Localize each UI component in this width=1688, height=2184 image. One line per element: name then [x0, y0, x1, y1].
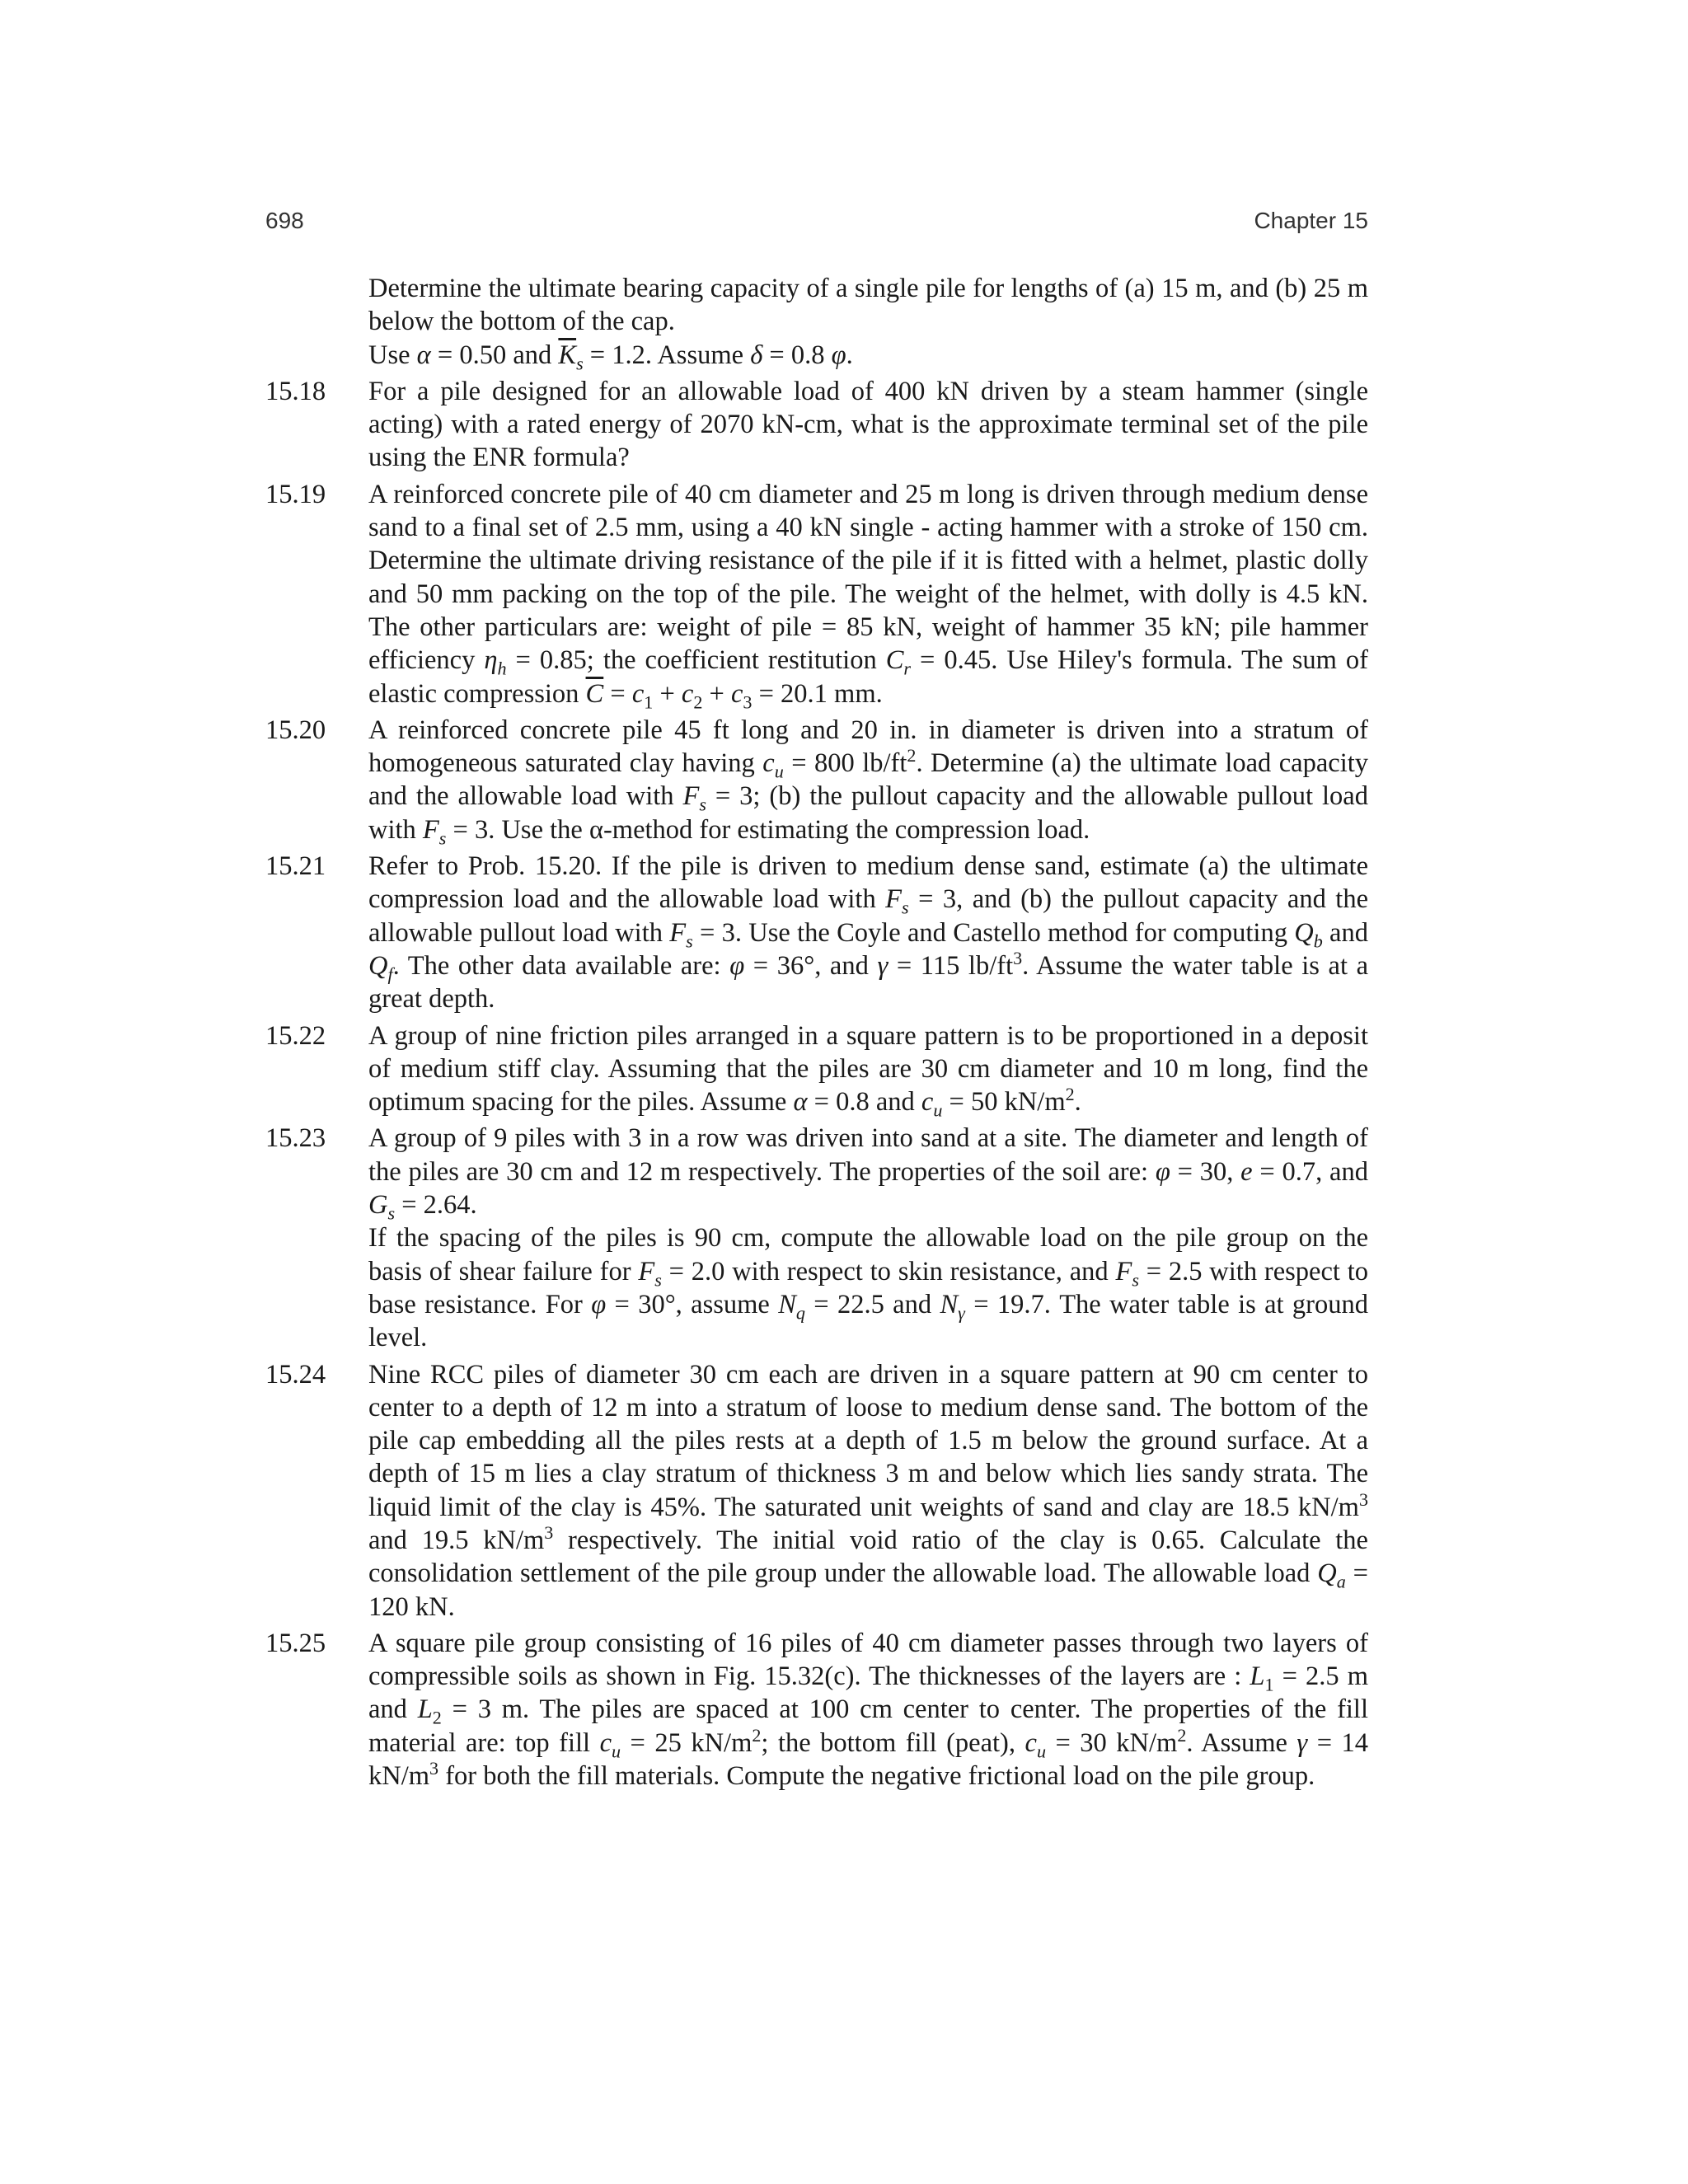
problem-text: Nine RCC piles of diameter 30 cm each are driven in a square pattern at 90 cm center to center to a depth of 12 m into a stratum of loose to medium dense sand. The bottom of the pile cap embedding all the piles rests at a depth of 1.5 m below the ground surface. At a depth of 15 m lies a clay stratum of thickness 3 m and below which lies sandy strata. The liquid limit of the clay is 45%. The saturated unit weights of sand and clay are 18.5 $kN/m^3$ and 19.5 $kN/m^3$ respectively. The initial void ratio of the clay is 0.65. Calculate the consolidation settlement of the pile group under the allowable load. The allowable load $Q_a = 120$ kN. — [368, 1359, 1368, 1622]
problem-number: 15.22 — [265, 1020, 326, 1051]
problem-15-21 — [265, 850, 1368, 1015]
problem-number: 15.25 — [265, 1628, 326, 1658]
problem-text: A square pile group consisting of 16 piles of 40 cm diameter passes through two layers of compressible soils as shown in Fig. 15.32(c). The thicknesses of the layers are : $L_1 = 2.5$ m and $L_2 = 3$ m. The piles are spaced at 100 cm center to center. The properties of the fill material are: top fill $c_u = 25$ $kN/m^2$; the bottom fill (peat), $c_u = 30$ $kN/m^2$. Assume γ = 14 $kN/m^3$ for both the fill materials. Compute the negative frictional load on the pile group. — [368, 1628, 1369, 1792]
problem-15-20 — [265, 714, 1368, 849]
intro-use-line: Use α = 0.50 and $\overline{K}_s = 1.2$. Assume δ = 0.8 φ. — [368, 340, 853, 374]
problem-number: 15.19 — [265, 479, 326, 509]
problem-15-24 — [265, 1358, 1368, 1624]
problem-number: 15.21 — [265, 851, 326, 882]
problem-15-18 — [265, 375, 1368, 475]
page-body — [265, 272, 1368, 1793]
problem-15-25 — [265, 1627, 1368, 1793]
page-number: 698 — [265, 208, 304, 233]
intro-text: Determine the ultimate bearing capacity of a single pile for lengths of (a) 15 m, and (b) 25 m below the bottom of the cap. — [368, 274, 1368, 337]
problem-text: A reinforced concrete pile 45 ft long and 20 in. in diameter is driven into a stratum of homogeneous saturated clay having $c_u = 800$ $lb/ft^2$. Determine (a) the ultimate load capacity and the allowable load with $F_s = 3$; (b) the pullout capacity and the allowable pullout load with $F_s = 3$. Use the α-method for estimating the compression load. — [368, 715, 1368, 849]
problem-text: A group of nine friction piles arranged in a square pattern is to be proportioned in a deposit of medium stiff clay. Assuming that the piles are 30 cm diameter and 10 m long, find the optimum spacing for the piles. Assume α = 0.8 and $c_u = 50$ $kN/m^2$. — [368, 1020, 1368, 1121]
page-header — [265, 208, 1368, 241]
problem-number: 15.20 — [265, 715, 326, 745]
problem-text: For a pile designed for an allowable load of 400 kN driven by a steam hammer (single acting) with a rated energy of 2070 kN-cm, what is the approximate terminal set of the pile using the ENR formula? — [368, 376, 1368, 473]
problem-text-continued: If the spacing of the piles is 90 cm, compute the allowable load on the pile group on the basis of shear failure for $F_s = 2.0$ with respect to skin resistance, and $F_s = 2.5$ with respect to base resistance. For φ = 30°, assume $N_q = 22.5$ and $N_\gamma = 19.7$. The water table is at ground level. — [368, 1223, 1368, 1353]
problem-text: A group of 9 piles with 3 in a row was driven into sand at a site. The diameter and length of the piles are 30 cm and 12 m respectively. The properties of the soil are: φ = 30, e = 0.7, and $G_s = 2.64$. — [368, 1123, 1368, 1224]
problem-text: A reinforced concrete pile of 40 cm diameter and 25 m long is driven through medium dense sand to a final set of 2.5 mm, using a 40 kN single - acting hammer with a stroke of 150 cm. Determine the ultimate driving resistance of the pile if it is fitted with a helmet, plastic dolly and 50 mm packing on the top of the pile. The weight of the helmet, with dolly is 4.5 kN. The other particulars are: weight of pile = 85 kN, weight of hammer 35 kN; pile hammer efficiency $\eta_h = 0.85$; the coefficient restitution $C_r = 0.45$. Use Hiley's formula. The sum of elastic compression $\overline{C} = c_1 + c_2 + c_3 = 20.1$ mm. — [368, 479, 1368, 713]
problem-15-22 — [265, 1019, 1368, 1119]
problem-15-19 — [265, 478, 1368, 713]
problem-number: 15.18 — [265, 376, 326, 406]
problem-text: Refer to Prob. 15.20. If the pile is driven to medium dense sand, estimate (a) the ultimate compression load and the allowable load with $F_s = 3$, and (b) the pullout capacity and the allowable pullout load with $F_s = 3$. Use the Coyle and Castello method for computing $Q_b$ and $Q_f$. The other data available are: φ = 36°, and γ = 115 $lb/ft^3$. Assume the water table is at a great depth. — [368, 851, 1368, 1015]
problem-number: 15.23 — [265, 1123, 326, 1154]
problem-number: 15.24 — [265, 1359, 326, 1390]
chapter-label: Chapter 15 — [1254, 208, 1368, 233]
problem-continuation — [368, 272, 1368, 372]
problem-15-23 — [265, 1122, 1368, 1354]
